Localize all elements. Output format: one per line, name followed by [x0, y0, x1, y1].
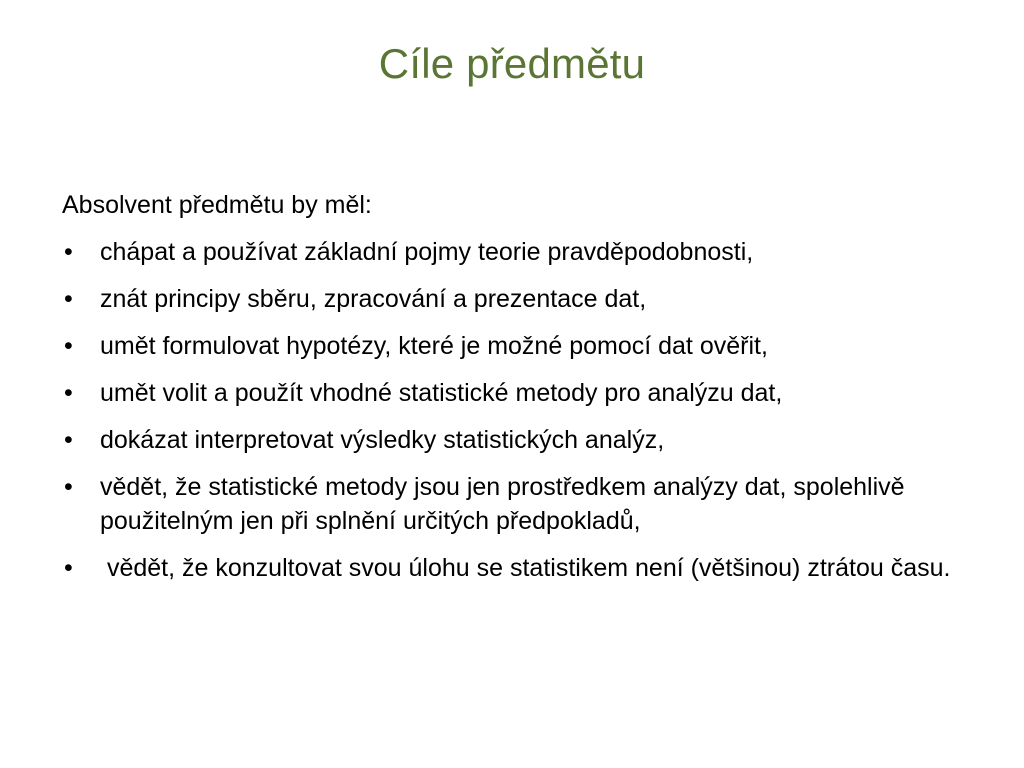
- intro-text: Absolvent předmětu by měl:: [62, 191, 372, 219]
- bullet-icon: •: [64, 426, 73, 454]
- bullet-item-5: [62, 423, 992, 457]
- bullet-text: dokázat interpretovat výsledky statistických analýz,: [100, 426, 665, 454]
- bullet-text: vědět, že statistické metody jsou jen prostředkem analýzy dat, spolehlivě použitelným jen při splnění určitých předpokladů,: [100, 473, 912, 535]
- bullet-item-7: [62, 551, 992, 585]
- bullet-item-4: [62, 376, 992, 410]
- bullet-icon: •: [64, 379, 73, 407]
- bullet-text: vědět, že konzultovat svou úlohu se statistikem není (většinou) ztrátou času.: [100, 554, 951, 582]
- bullet-icon: •: [64, 285, 73, 313]
- bullet-icon: •: [64, 238, 73, 266]
- bullet-item-6: [62, 470, 992, 538]
- bullet-text: umět volit a použít vhodné statistické metody pro analýzu dat,: [100, 379, 783, 407]
- bullet-text: umět formulovat hypotézy, které je možné pomocí dat ověřit,: [100, 332, 768, 360]
- slide-content: [62, 188, 992, 598]
- slide-title: Cíle předmětu: [378, 40, 646, 87]
- bullet-item-3: [62, 329, 992, 363]
- bullet-text: chápat a používat základní pojmy teorie pravděpodobnosti,: [100, 238, 754, 266]
- bullet-text: znát principy sběru, zpracování a prezentace dat,: [100, 285, 647, 313]
- bullet-icon: •: [64, 332, 73, 360]
- bullet-item-1: [62, 235, 992, 269]
- bullet-icon: •: [64, 554, 73, 582]
- bullet-icon: •: [64, 473, 73, 501]
- bullet-list: [62, 235, 992, 585]
- bullet-item-2: [62, 282, 992, 316]
